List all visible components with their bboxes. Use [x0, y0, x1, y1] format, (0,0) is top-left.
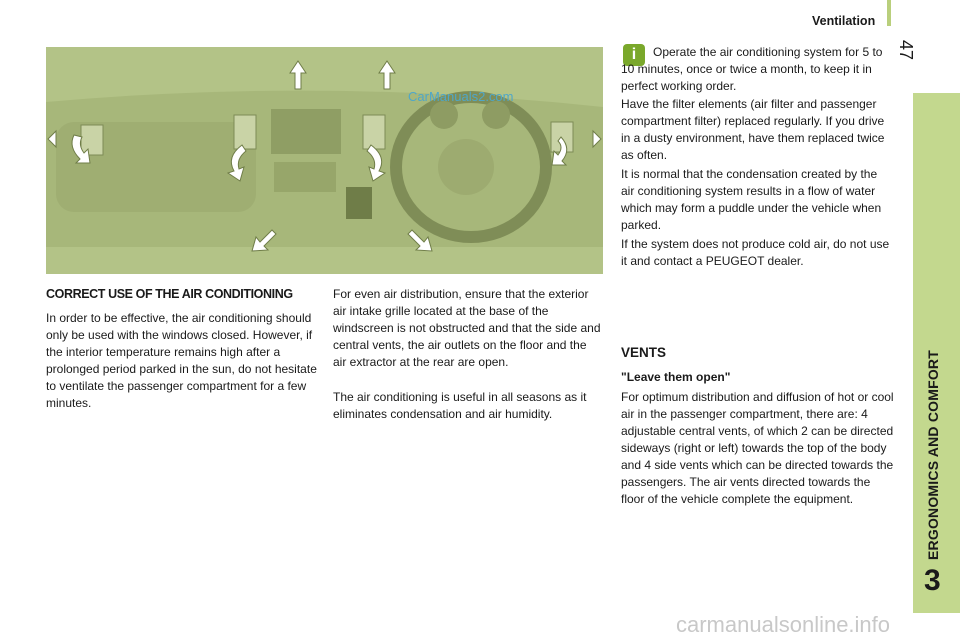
chapter-number: 3	[924, 564, 941, 597]
info-paragraph-3: It is normal that the condensation created by the air conditioning system results in a flow of water which may form a puddle under the vehicle when parked.	[621, 167, 882, 232]
page-number: 47	[896, 40, 916, 61]
info-paragraph-2: Have the filter elements (air filter and passenger compartment filter) replaced regularly. If you drive in a dusty environment, have them replaced twice as often.	[621, 97, 885, 162]
info-paragraph-1: Operate the air conditioning system for 5 to 10 minutes, once or twice a month, to keep it in perfect working order.	[621, 45, 883, 93]
section-title-vertical: ERGONOMICS AND COMFORT	[925, 350, 941, 560]
dashboard-illustration	[46, 47, 603, 274]
page-header-title: Ventilation	[812, 14, 876, 28]
correct-use-paragraph-3: The air conditioning is useful in all seasons as it eliminates condensation and air humidity.	[333, 390, 587, 421]
info-icon: i	[623, 44, 645, 66]
vents-subheading: "Leave them open"	[621, 370, 731, 384]
dashboard-drawing	[46, 47, 603, 274]
figure-watermark: CarManuals2.com	[408, 89, 514, 104]
info-paragraph-4: If the system does not produce cold air, do not use it and contact a PEUGEOT dealer.	[621, 237, 890, 268]
vents-paragraph: For optimum distribution and diffusion of hot or cool air in the passenger compartment, there are: 4 adjustable central vents, of which 2 can be directed sideways (right or left) towards the top of the body and 4 side vents which can be directed towards the passengers. The air vents directed towards the floor of the vehicle complete the equipment.	[621, 390, 894, 506]
footer-watermark: carmanualsonline.info	[676, 612, 891, 637]
section-heading-correct-use: CORRECT USE OF THE AIR CONDITIONING	[46, 287, 293, 301]
header-divider	[887, 0, 891, 26]
correct-use-paragraph-1: In order to be effective, the air conditioning should only be used with the windows closed. However, if the interior temperature remains high after a prolonged period parked in the sun, do not hesitate to ventilate the passenger compartment for a few minutes.	[46, 311, 317, 410]
section-heading-vents: VENTS	[621, 345, 667, 360]
correct-use-paragraph-2: For even air distribution, ensure that the exterior air intake grille located at the base of the windscreen is not obstructed and that the side and central vents, the air outlets on the floor and the air extractor at the rear are open.	[333, 287, 601, 369]
